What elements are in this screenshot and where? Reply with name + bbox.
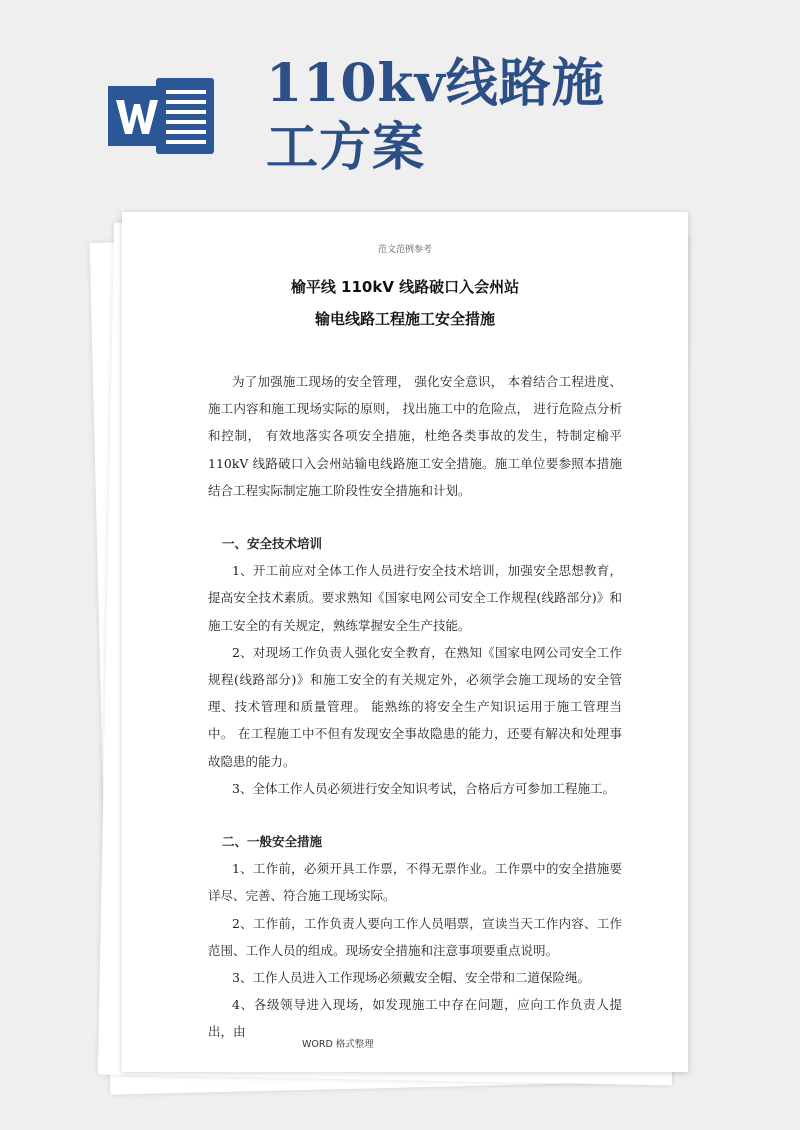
section2-item: 2、工作前，工作负责人要向工作人员唱票，宣读当天工作内容、工作范围、工作人员的组成。现场安全措施和注意事项要重点说明。 [208, 915, 622, 958]
title-line-2: 工方案 [266, 117, 426, 178]
intro-paragraph: 为了加强施工现场的安全管理， 强化安全意识， 本着结合工程进度、 施工内容和施工现场实际的原则， 找出施工中的危险点， 进行危险点分析和控制， 有效地落实各项安全措施，杜绝各类事故的发生，特制定榆平 110kV 线路破口入会州站输电线路施工安全措施。施工单位要参照本措施结合工程实际制定施工阶段性安全措施和计划。 [208, 374, 622, 498]
document-title-line-1: 榆平线 110kV 线路破口入会州站 [290, 278, 520, 296]
section2-item: 3、工作人员进入工作现场必须戴安全帽、安全带和二道保险绳。 [232, 970, 590, 986]
title-line-1: 110kv线路施 [266, 53, 605, 114]
section1-item: 1、开工前应对全体工作人员进行安全技术培训，加强安全思想教育，提高安全技术素质。要求熟知《国家电网公司安全工作规程(线路部分)》和施工安全的有关规定，熟练掌握安全生产技能。 [208, 563, 622, 633]
footer-note: WORD 格式整理 [302, 1039, 374, 1050]
page-title [266, 52, 605, 180]
section-heading-2: 二、一般安全措施 [222, 834, 323, 850]
section1-item: 2、对现场工作负责人强化安全教育，在熟知《国家电网公司安全工作规程(线路部分)》和施工安全的有关规定外，必须学会施工现场的安全管理、技术管理和质量管理。 能熟练的将安全生产知识运用于施工管理当中。 在工程施工中不但有发现安全事故隐患的能力，还要有解决和处理事故隐患的能力。 [208, 644, 622, 769]
word-icon [108, 76, 216, 156]
section2-item: 4、各级领导进入现场，如发现施工中存在问题，应向工作负责人提出，由 [208, 997, 622, 1040]
section2-item: 1、工作前，必须开具工作票，不得无票作业。工作票中的安全措施要详尽、完善、符合施工现场实际。 [208, 861, 622, 904]
section-heading-1: 一、安全技术培训 [222, 536, 323, 552]
document-page [122, 212, 688, 1072]
document-title-line-2: 输电线路工程施工安全措施 [314, 310, 495, 328]
document-body [208, 368, 622, 1046]
header-note: 范文范例参考 [377, 245, 432, 255]
section1-item: 3、全体工作人员必须进行安全知识考试，合格后方可参加工程施工。 [232, 780, 615, 796]
